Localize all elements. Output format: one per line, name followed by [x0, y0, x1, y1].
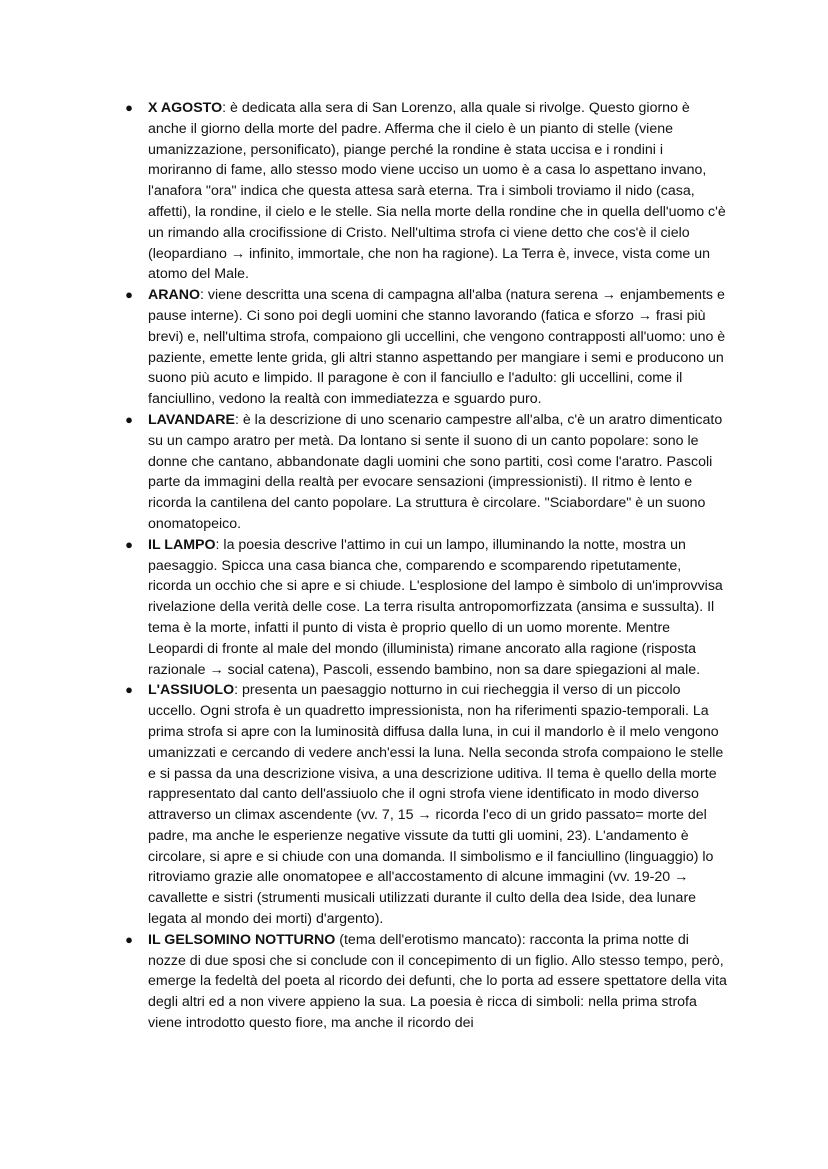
- poem-title: IL LAMPO: [148, 536, 216, 553]
- list-item-x-agosto: [122, 98, 728, 285]
- list-item-arano: [122, 285, 728, 410]
- list-item-il-gelsomino-notturno: [122, 930, 728, 1034]
- bullet-icon: ●: [125, 287, 133, 303]
- poem-description: : la poesia descrive l'attimo in cui un lampo, illuminando la notte, mostra un paesaggio. Spicca una casa bianca che, comparendo e scomparendo ripetutamente, ricorda un occhio che si apre e si chiude. L'esplosione del lampo è simbolo di un'improvvisa rivelazione della verità delle cose. La terra risulta antropomorfizzata (ansima e sussulta). Il tema è la morte, infatti il punto di vista è proprio quello di un uomo morente. Mentre Leopardi di fronte al male del mondo (illuminista) rimane ancorato alla ragione (risposta razionale → social catena), Pascoli, essendo bambino, non sa dare spiegazioni al male.: [148, 536, 723, 678]
- bullet-icon: ●: [125, 411, 133, 427]
- bullet-icon: ●: [125, 536, 133, 552]
- bullet-icon: ●: [125, 682, 133, 698]
- list-item-il-lampo: [122, 535, 728, 681]
- poem-description: : viene descritta una scena di campagna all'alba (natura serena → enjambements e pause interne). Ci sono poi degli uomini che stanno lavorando (fatica e sforzo → frasi più brevi) e, nell'ultima strofa, compaiono gli uccellini, che vengono contrapposti all'uomo: uno è paziente, emette lente grida, gli altri stanno aspettando per mangiare i semi e producono un suono più acuto e limpido. Il paragone è con il fanciullo e l'adulto: gli uccellini, come il fanciullino, vedono la realtà con immediatezza e sguardo puro.: [148, 287, 726, 408]
- list-item-lavandare: [122, 410, 728, 535]
- poem-description: : è la descrizione di uno scenario campestre all'alba, c'è un aratro dimenticato su un campo aratro per metà. Da lontano si sente il suono di un canto popolare: sono le donne che cantano, abbandonate dagli uomini che sono partiti, così come l'aratro. Pascoli parte da immagini della realtà per evocare sensazioni (impressionisti). Il ritmo è lento e ricorda la cantilena del canto popolare. La struttura è circolare. "Sciabordare" è un suono onomatopeico.: [148, 411, 723, 532]
- poem-title: L'ASSIUOLO: [148, 682, 235, 699]
- poem-description: : presenta un paesaggio notturno in cui riecheggia il verso di un piccolo uccello. Ogni strofa è un quadretto impressionista, non ha riferimenti spazio-temporali. La prima strofa si apre con la luminosità diffusa dalla luna, in cui il mandorlo è il melo vengono umanizzati e cercando di vedere anch'essi la luna. Nella seconda strofa compaiono le stelle e si passa da una descrizione visiva, a una descrizione uditiva. Il tema è quello della morte rappresentato dal canto dell'assiuolo che il ogni strofa viene identificato in modo diverso attraverso un climax ascendente (vv. 7, 15 → ricorda l'eco di un grido passato= morte del padre, ma anche le esperienze negative vissute da tutti gli uomini, 23). L'andamento è circolare, si apre e si chiude con una domanda. Il simbolismo e il fanciullino (linguaggio) lo ritroviamo grazie alle onomatopee e all'accostamento di alcune immagini (vv. 19-20 → cavallette e sistri (strumenti musicali utilizzati durante il culto della dea Iside, dea lunare legata al mondo dei morti) d'argento).: [148, 682, 724, 928]
- bullet-icon: ●: [125, 931, 133, 947]
- bullet-icon: ●: [125, 100, 133, 115]
- poem-title: X AGOSTO: [148, 100, 223, 116]
- list-item-l-assiuolo: [122, 680, 728, 930]
- poem-title: IL GELSOMINO NOTTURNO: [148, 931, 336, 948]
- poem-notes-list: [122, 98, 728, 1034]
- poem-description: : è dedicata alla sera di San Lorenzo, alla quale si rivolge. Questo giorno è anche il giorno della morte del padre. Afferma che il cielo è un pianto di stelle (viene umanizzazione, personificato), piange perché la rondine è stata uccisa e i rondini i moriranno di fame, allo stesso modo viene ucciso un uomo è a casa lo aspettano invano, l'anafora "ora" indica che questa attesa sarà eterna. Tra i simboli troviamo il nido (casa, affetti), la rondine, il cielo e le stelle. Sia nella morte della rondine che in quella dell'uomo c'è un rimando alla crocifissione di Cristo. Nell'ultima strofa ci viene detto che cos'è il cielo (leopardiano → infinito, immortale, che non ha ragione). La Terra è, invece, vista come un atomo del Male.: [148, 100, 726, 283]
- poem-title: LAVANDARE: [148, 411, 235, 428]
- poem-title: ARANO: [148, 287, 201, 304]
- poem-description: (tema dell'erotismo mancato): racconta la prima notte di nozze di due sposi che si conclude con il concepimento di un figlio. Allo stesso tempo, però, emerge la fedeltà del poeta al ricordo dei defunti, che lo porta ad essere spettatore della vita degli altri ed a non vivere appieno la sua. La poesia è ricca di simboli: nella prima strofa viene introdotto questo fiore, ma anche il ricordo dei: [148, 931, 727, 1032]
